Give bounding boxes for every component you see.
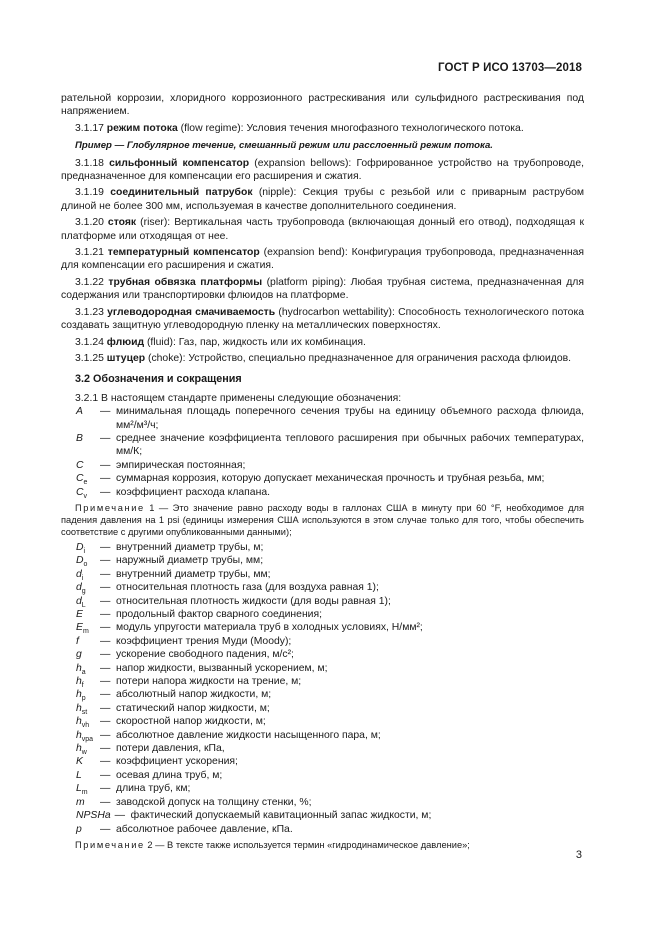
- symbol-dash: —: [100, 689, 111, 701]
- symbol-subscript: i: [81, 574, 84, 582]
- symbol-description: абсолютное давление жидкости насыщенного пара, м;: [116, 729, 381, 741]
- symbol-row: [61, 581, 584, 594]
- term-number: 3.1.20: [75, 217, 108, 229]
- symbol-description: осевая длина труб, м;: [116, 769, 223, 781]
- symbol-row: [61, 809, 584, 822]
- symbol-dash: —: [100, 622, 111, 634]
- symbol-row: [61, 702, 584, 715]
- term-entry: [61, 216, 584, 243]
- symbol-subscript: o: [83, 561, 88, 569]
- symbol-dash: —: [100, 473, 111, 485]
- symbol-subscript: p: [81, 695, 86, 703]
- term-entry: [61, 186, 584, 213]
- symbol-row: [61, 595, 584, 608]
- symbol-description: коэффициент ускорения;: [116, 756, 238, 768]
- note-1-text: 1 — Это значение равно расходу воды в галлонах США в минуту при 60 °F, необходимое для падения давления на 1 psi (единицы измерения США используются в этом случае только для того, чтобы обеспечить соответствие с другими опубликованными данными);: [61, 502, 584, 537]
- symbol-dash: —: [100, 406, 111, 418]
- symbol-subscript: w: [81, 749, 87, 757]
- symbol: $d_g$: [76, 582, 86, 596]
- symbol-dash: —: [100, 796, 111, 808]
- symbol: g: [76, 649, 82, 661]
- symbol-dash: —: [100, 568, 111, 580]
- symbol-subscript: vh: [81, 722, 90, 730]
- term-definition: (hydrocarbon wettability): Способность технологического потока создавать защитную углеводородную пленку на металлических поверхностях.: [61, 306, 585, 332]
- example-note: Пример — Глобулярное течение, смешанный режим или расслоенный режим потока.: [75, 140, 493, 152]
- term-name: флюид: [106, 336, 145, 348]
- term-number: 3.1.19: [75, 187, 111, 199]
- section-title: 3.2 Обозначения и сокращения: [75, 373, 242, 386]
- note-1: [61, 502, 584, 538]
- term-name: трубная обвязка платформы: [108, 276, 263, 288]
- symbol-row: [61, 621, 584, 634]
- symbol: $h_{vpa}$: [76, 729, 94, 743]
- symbol-dash: —: [100, 756, 111, 768]
- symbol: $d_i$: [76, 568, 84, 582]
- symbol-dash: —: [114, 810, 126, 822]
- term-name: соединительный патрубок: [110, 187, 253, 199]
- symbol-row: [61, 608, 584, 621]
- symbol-subscript: i: [83, 548, 86, 556]
- symbol: $L_m$: [76, 783, 88, 797]
- symbol-row: [61, 635, 584, 648]
- symbol-row: [61, 432, 584, 459]
- symbol-subscript: f: [81, 682, 84, 690]
- symbol: f: [76, 635, 79, 647]
- symbol-row: [61, 554, 584, 567]
- term-entry: [61, 306, 584, 333]
- term-number: 3.1.23: [75, 306, 108, 318]
- symbol-description: среднее значение коэффициента теплового расширения при обычных рабочих температурах, мм/К;: [116, 432, 584, 458]
- symbol-row: [61, 459, 584, 472]
- symbol: C: [76, 459, 84, 471]
- symbol-row: [61, 648, 584, 661]
- symbol: B: [76, 432, 83, 444]
- note-1-label: Примечание: [75, 502, 145, 513]
- symbol-row: [61, 742, 584, 755]
- symbol-description: длина труб, км;: [116, 783, 191, 795]
- symbol-description: напор жидкости, вызванный ускорением, м;: [116, 662, 328, 674]
- symbol-dash: —: [100, 729, 111, 741]
- symbol: $C_v$: [76, 486, 88, 500]
- term-number: 3.1.24: [75, 336, 107, 348]
- symbol-dash: —: [100, 676, 111, 688]
- symbol-dash: —: [100, 635, 111, 647]
- term-definition: (fluid): Газ, пар, жидкость или их комбинация.: [144, 336, 366, 348]
- symbol-description: наружный диаметр трубы, мм;: [116, 555, 264, 567]
- symbol-dash: —: [100, 662, 111, 674]
- symbol-dash: —: [100, 783, 111, 795]
- term-definition: (choke): Устройство, специально предназначенное для ограничения расхода флюидов.: [145, 352, 572, 364]
- symbol: $C_e$: [76, 473, 88, 487]
- symbol: E: [76, 609, 83, 620]
- symbol-dash: —: [100, 702, 111, 714]
- term-definition: (platform piping): Любая трубная система, предназначенная для содержания или транспортировки флюидов на платформе.: [61, 276, 584, 302]
- symbols-list-b: [61, 541, 584, 836]
- term-name: стояк: [107, 217, 137, 229]
- symbol-subscript: L: [81, 601, 86, 609]
- symbol-description: статический напор жидкости, м;: [116, 702, 270, 714]
- symbol-description: суммарная коррозия, которую допускает механическая прочность и трубная резьба, мм;: [116, 473, 545, 485]
- symbol-description: скоростной напор жидкости, м;: [116, 716, 266, 728]
- symbol-row: [61, 541, 584, 554]
- symbol-description: фактический допускаемый кавитационный запас жидкости, м;: [130, 810, 432, 822]
- term-number: 3.1.22: [75, 276, 109, 288]
- term-definition: (flow regime): Условия течения многофазного технологического потока.: [177, 122, 524, 134]
- symbol-description: относительная плотность жидкости (для воды равная 1);: [116, 595, 391, 607]
- symbol-description: абсолютный напор жидкости, м;: [116, 689, 272, 701]
- symbol-dash: —: [100, 486, 111, 498]
- symbol-description: коэффициент расхода клапана.: [116, 486, 270, 498]
- symbol-subscript: m: [82, 628, 89, 636]
- term-number: 3.1.25: [75, 352, 107, 364]
- symbol-subscript: m: [81, 789, 88, 797]
- symbol-dash: —: [100, 432, 111, 444]
- term-name: углеводородная смачиваемость: [107, 306, 276, 318]
- symbol-description: внутренний диаметр трубы, мм;: [116, 568, 271, 580]
- symbol-description: относительная плотность газа (для воздуха равная 1);: [116, 582, 379, 594]
- note-2-text: 2 — В тексте также используется термин «гидродинамическое давление»;: [144, 839, 470, 850]
- term-definition: (riser): Вертикальная часть трубопровода (включающая донный его отвод), подходящая к платформе или отходящая от нее.: [61, 217, 585, 242]
- symbol-description: коэффициент трения Муди (Moody);: [116, 635, 292, 647]
- symbol-description: ускорение свободного падения, м/с²;: [116, 649, 294, 661]
- term-name: режим потока: [106, 122, 178, 134]
- symbol-description: эмпирическая постоянная;: [116, 459, 246, 471]
- symbol-description: заводской допуск на толщину стенки, %;: [116, 796, 312, 808]
- term-entry: [61, 246, 584, 273]
- symbol-description: минимальная площадь поперечного сечения трубы на единицу объемного расхода флюида, мм²/м³/ч;: [116, 406, 584, 431]
- continued-paragraph: рательной коррозии, хлоридного коррозионного растрескивания или сульфидного растрескивания под напряжением.: [61, 93, 584, 118]
- document-header: ГОСТ Р ИСО 13703—2018: [437, 62, 582, 74]
- note-2: [61, 839, 584, 851]
- symbol-row: [61, 796, 584, 809]
- term-number: 3.1.21: [75, 247, 108, 259]
- symbol-dash: —: [100, 743, 111, 755]
- terms-list: [61, 122, 584, 135]
- symbol-dash: —: [100, 582, 111, 594]
- section-intro: 3.2.1 В настоящем стандарте применены следующие обозначения:: [75, 392, 402, 404]
- symbol-description: модуль упругости материала труб в холодных условиях, Н/мм²;: [116, 622, 423, 634]
- term-entry: [61, 352, 584, 365]
- symbol-subscript: vpa: [81, 735, 94, 743]
- term-name: температурный компенсатор: [107, 247, 260, 259]
- symbol: $D_i$: [76, 541, 86, 556]
- symbol-subscript: v: [83, 492, 88, 500]
- term-entry: [61, 336, 584, 349]
- symbol-row: [61, 568, 584, 581]
- symbol: $h_f$: [76, 676, 84, 690]
- term-name: сильфонный компенсатор: [109, 157, 250, 169]
- symbol-description: продольный фактор сварного соединения;: [116, 609, 323, 620]
- symbol-dash: —: [100, 555, 111, 567]
- document-body: [61, 92, 584, 854]
- symbol-subscript: st: [81, 708, 88, 716]
- symbol: m: [76, 796, 85, 808]
- symbol-row: [61, 715, 584, 728]
- symbol-subscript: g: [81, 588, 86, 596]
- term-name: штуцер: [106, 352, 146, 364]
- symbol-dash: —: [100, 823, 111, 835]
- symbol-subscript: e: [83, 479, 88, 487]
- term-definition: (expansion bend): Конфигурация трубопровода, предназначенная для компенсации его расширения и сжатия.: [61, 247, 584, 272]
- symbol-row: [61, 755, 584, 768]
- symbol-dash: —: [100, 459, 111, 471]
- term-entry: [61, 122, 584, 135]
- symbol-row: [61, 472, 584, 485]
- symbol: $h_{vh}$: [76, 716, 90, 730]
- symbol-dash: —: [100, 541, 111, 553]
- symbol-description: потери давления, кПа,: [116, 743, 225, 755]
- symbol-description: абсолютное рабочее давление, кПа.: [116, 823, 293, 835]
- term-definition: (expansion bellows): Гофрированное устройство на трубопроводе, предназначенное для компенсации его расширения и сжатия.: [61, 157, 584, 183]
- symbol-description: потери напора жидкости на трение, м;: [116, 676, 302, 688]
- symbol: $h_w$: [76, 743, 87, 757]
- symbol-description: внутренний диаметр трубы, м;: [116, 541, 264, 553]
- symbol: $D_o$: [76, 555, 88, 569]
- symbol-row: [61, 769, 584, 782]
- symbol-row: [61, 662, 584, 675]
- term-number: 3.1.17: [75, 122, 107, 134]
- symbols-list-a: [61, 405, 584, 499]
- symbol: $E_m$: [76, 622, 89, 636]
- term-entry: [61, 157, 584, 184]
- symbol-dash: —: [100, 649, 111, 661]
- term-entry: [61, 276, 584, 303]
- symbol: $h_p$: [76, 689, 86, 703]
- symbol: A: [76, 406, 83, 418]
- symbol-dash: —: [100, 769, 111, 781]
- symbol: $h_a$: [76, 662, 86, 676]
- symbol-subscript: a: [81, 668, 86, 676]
- symbol-dash: —: [100, 595, 111, 607]
- terms-list-2: [61, 157, 584, 366]
- symbol-dash: —: [100, 716, 111, 728]
- symbol-dash: —: [100, 609, 111, 620]
- symbol-row: [61, 675, 584, 688]
- page-number: 3: [575, 849, 582, 861]
- symbol: p: [76, 823, 82, 835]
- symbol-row: [61, 405, 584, 432]
- term-number: 3.1.18: [75, 157, 110, 169]
- symbol: $d_L$: [76, 595, 86, 609]
- symbol: $h_{st}$: [76, 702, 88, 716]
- symbol-row: [61, 823, 584, 836]
- symbol-row: [61, 688, 584, 701]
- term-definition: (nipple): Секция трубы с резьбой или с приварным раструбом длиной не более 300 мм, используемая в качестве дополнительного соединения.: [61, 187, 585, 212]
- symbol: NPSHa: [76, 810, 111, 822]
- symbol-row: [61, 486, 584, 499]
- symbol-row: [61, 782, 584, 795]
- symbol: L: [76, 769, 82, 781]
- symbol: K: [76, 756, 83, 768]
- note-2-label: Примечание: [75, 839, 145, 850]
- symbol-row: [61, 729, 584, 742]
